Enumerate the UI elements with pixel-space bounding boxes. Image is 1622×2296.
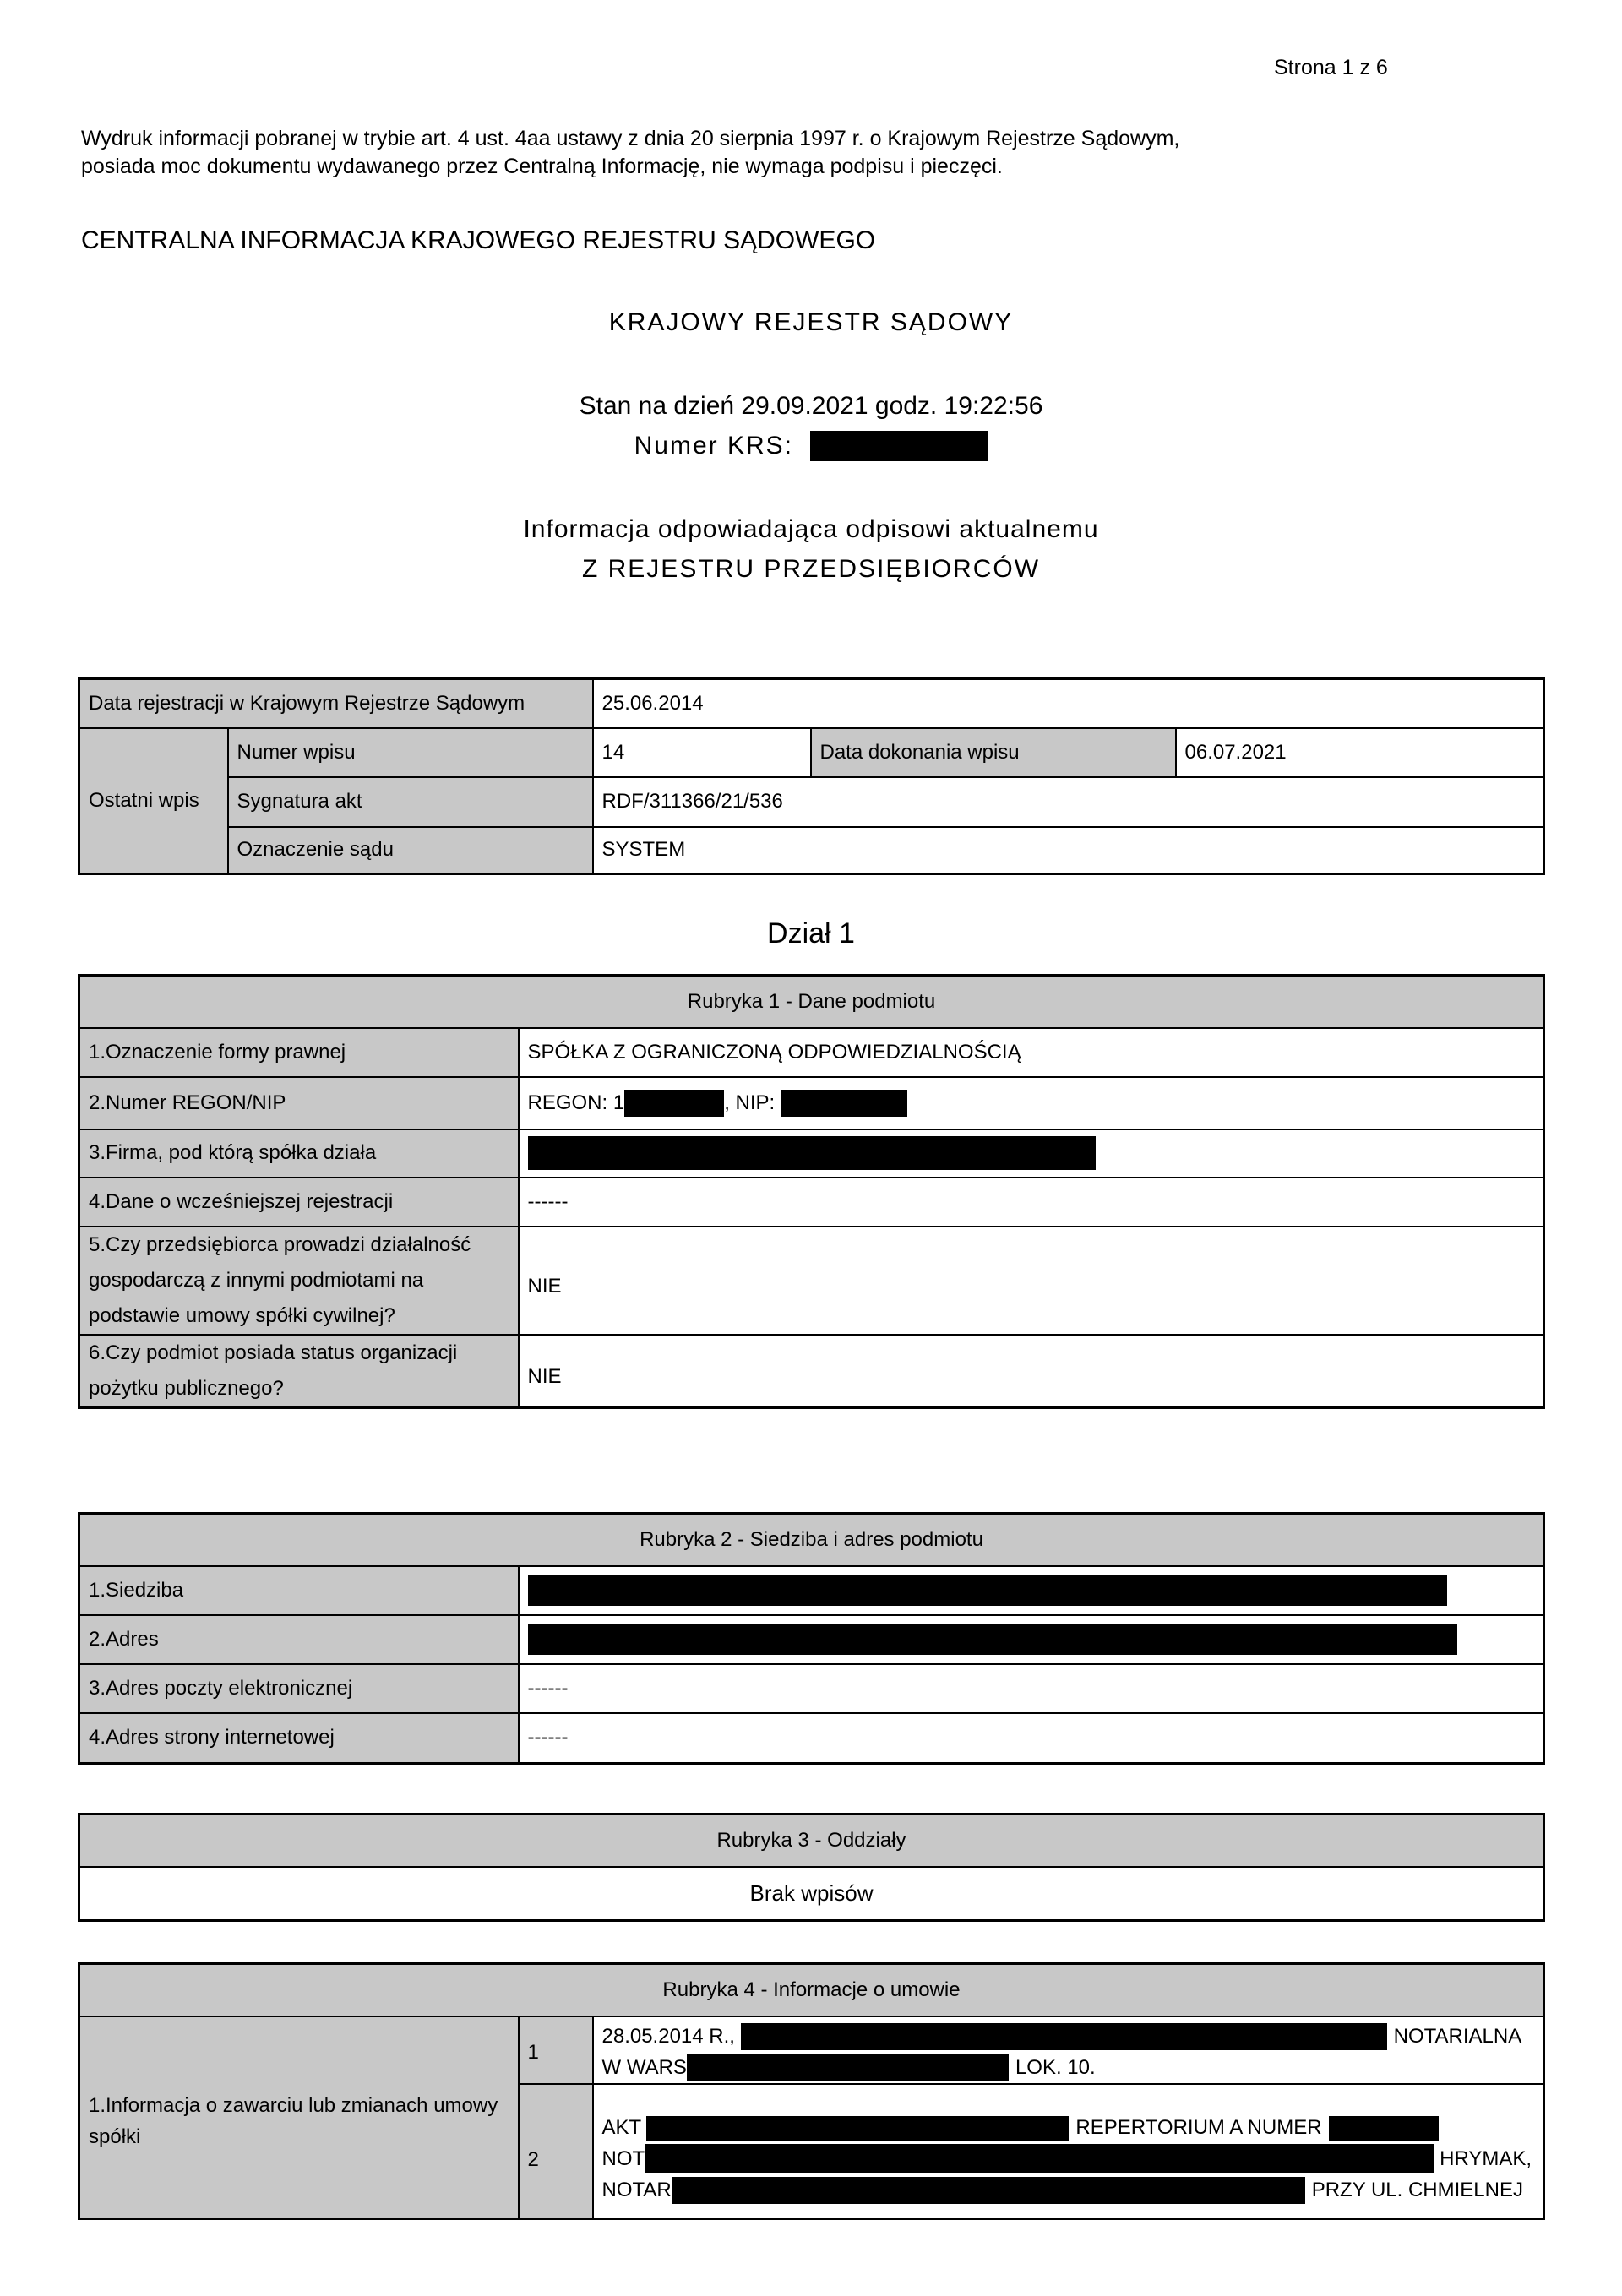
- nip-prefix: , NIP:: [724, 1091, 781, 1114]
- entry2-line3: [602, 2174, 1535, 2206]
- entry1-line2-post: LOK. 10.: [1015, 2055, 1096, 2079]
- entry1-line1: [602, 2021, 1535, 2052]
- intro-line-2: posiada moc dokumentu wydawanego przez Centralną Informację, nie wymaga podpisu i pieczęci.: [81, 155, 1003, 178]
- regon-nip-label: 2.Numer REGON/NIP: [79, 1077, 519, 1129]
- krs-number-line: [0, 431, 1622, 461]
- seat-label: 1.Siedziba: [79, 1566, 519, 1615]
- case-signature-value: RDF/311366/21/536: [593, 777, 1544, 827]
- entry1-line2: [602, 2052, 1535, 2083]
- central-information-title: CENTRALNA INFORMACJA KRAJOWEGO REJESTRU SĄDOWEGO: [81, 226, 876, 254]
- intro-line-1: Wydruk informacji pobranej w trybie art. 4 ust. 4aa ustawy z dnia 20 sierpnia 1997 r. o Krajowym Rejestrze Sądowym,: [81, 127, 1180, 150]
- entry2-line2-pre: NOT: [601, 2147, 645, 2170]
- entry-number-label: Numer wpisu: [228, 728, 593, 777]
- entry2-line2: [602, 2143, 1535, 2174]
- rubryka3-title: Rubryka 3 - Oddziały: [79, 1814, 1544, 1867]
- entry1-line1-post: NOTARIALNA: [1393, 2024, 1522, 2048]
- rubryka1-table: [78, 974, 1545, 1409]
- court-designation-label: Oznaczenie sądu: [228, 827, 593, 874]
- website-value: ------: [519, 1713, 1544, 1764]
- seat-value: [519, 1566, 1544, 1615]
- civil-partnership-label: 5.Czy przedsiębiorca prowadzi działalność gospodarczą z innymi podmiotami na podstawie umowy spółki cywilnej?: [79, 1227, 519, 1335]
- entry2-line1: [602, 2112, 1535, 2143]
- company-name-value: [519, 1129, 1544, 1178]
- rubryka3-table: [78, 1813, 1545, 1922]
- entry1-content: [593, 2016, 1544, 2084]
- redaction-bar: [672, 2177, 1305, 2204]
- entry2-line3-post: PRZY UL. CHMIELNEJ: [1311, 2179, 1523, 2201]
- redaction-bar: [781, 1090, 907, 1117]
- court-designation-value: SYSTEM: [593, 827, 1544, 874]
- krs-number-label: Numer KRS:: [634, 432, 794, 460]
- redaction-bar: [1329, 2116, 1439, 2141]
- redaction-bar: [646, 2116, 1069, 2141]
- legal-form-value: SPÓŁKA Z OGRANICZONĄ ODPOWIEDZIALNOŚCIĄ: [519, 1028, 1544, 1077]
- section-title: Dział 1: [767, 917, 855, 949]
- website-label: 4.Adres strony internetowej: [79, 1713, 519, 1764]
- no-entries-text: Brak wpisów: [79, 1867, 1544, 1921]
- registration-table: [78, 677, 1545, 875]
- entry2-line3-pre: NOTAR: [601, 2179, 672, 2201]
- company-name-label: 3.Firma, pod którą spółka działa: [79, 1129, 519, 1178]
- redaction-bar: [810, 431, 988, 461]
- civil-partnership-value: NIE: [519, 1227, 1544, 1335]
- subtitle-register-of-entrepreneurs: Z REJESTRU PRZEDSIĘBIORCÓW: [581, 555, 1041, 583]
- rubryka2-table: [78, 1512, 1545, 1765]
- rubryka1-title: Rubryka 1 - Dane podmiotu: [79, 976, 1544, 1028]
- email-label: 3.Adres poczty elektronicznej: [79, 1664, 519, 1713]
- entry2-line2-post: HRYMAK,: [1440, 2147, 1532, 2170]
- page-number: Strona 1 z 6: [1274, 56, 1388, 79]
- entry2-line1-mid: REPERTORIUM A NUMER: [1075, 2116, 1322, 2139]
- intro-paragraph: [81, 125, 1179, 181]
- entry2-number: 2: [519, 2084, 593, 2219]
- public-benefit-value: NIE: [519, 1335, 1544, 1408]
- entry1-number: 1: [519, 2016, 593, 2084]
- entry1-line2-pre: W WARS: [601, 2055, 687, 2079]
- rubryka2-title: Rubryka 2 - Siedziba i adres podmiotu: [79, 1514, 1544, 1566]
- redaction-bar: [741, 2023, 1387, 2050]
- subtitle-current-copy: Informacja odpowiadająca odpisowi aktualnemu: [523, 515, 1099, 543]
- redaction-bar: [528, 1136, 1096, 1170]
- entry1-line1-pre: 28.05.2014 R.,: [601, 2024, 741, 2048]
- earlier-registration-value: ------: [519, 1178, 1544, 1227]
- legal-form-label: 1.Oznaczenie formy prawnej: [79, 1028, 519, 1077]
- address-value: [519, 1615, 1544, 1664]
- state-as-of-line: Stan na dzień 29.09.2021 godz. 19:22:56: [579, 392, 1043, 420]
- agreement-info-label: 1.Informacja o zawarciu lub zmianach umowy spółki: [79, 2016, 519, 2219]
- rubryka4-title: Rubryka 4 - Informacje o umowie: [79, 1964, 1544, 2016]
- entry-date-value: 06.07.2021: [1176, 728, 1544, 777]
- entry-number-value: 14: [593, 728, 811, 777]
- regon-prefix: REGON: 1: [527, 1091, 625, 1114]
- redaction-bar: [528, 1575, 1447, 1606]
- redaction-bar: [528, 1624, 1457, 1655]
- regon-nip-value: [519, 1077, 1544, 1129]
- email-value: ------: [519, 1664, 1544, 1713]
- registration-date-label: Data rejestracji w Krajowym Rejestrze Sądowym: [79, 679, 593, 728]
- entry2-content: [593, 2084, 1544, 2219]
- earlier-registration-label: 4.Dane o wcześniejszej rejestracji: [79, 1178, 519, 1227]
- redaction-bar: [687, 2054, 1009, 2081]
- address-label: 2.Adres: [79, 1615, 519, 1664]
- entry2-line1-pre: AKT: [601, 2116, 647, 2139]
- public-benefit-label: 6.Czy podmiot posiada status organizacji pożytku publicznego?: [79, 1335, 519, 1408]
- case-signature-label: Sygnatura akt: [228, 777, 593, 827]
- rubryka4-table: [78, 1962, 1545, 2220]
- redaction-bar: [624, 1090, 724, 1117]
- redaction-bar: [645, 2144, 1434, 2173]
- last-entry-label: Ostatni wpis: [79, 728, 228, 874]
- register-title: KRAJOWY REJESTR SĄDOWY: [608, 308, 1014, 336]
- registration-date-value: 25.06.2014: [593, 679, 1544, 728]
- entry-date-label: Data dokonania wpisu: [811, 728, 1176, 777]
